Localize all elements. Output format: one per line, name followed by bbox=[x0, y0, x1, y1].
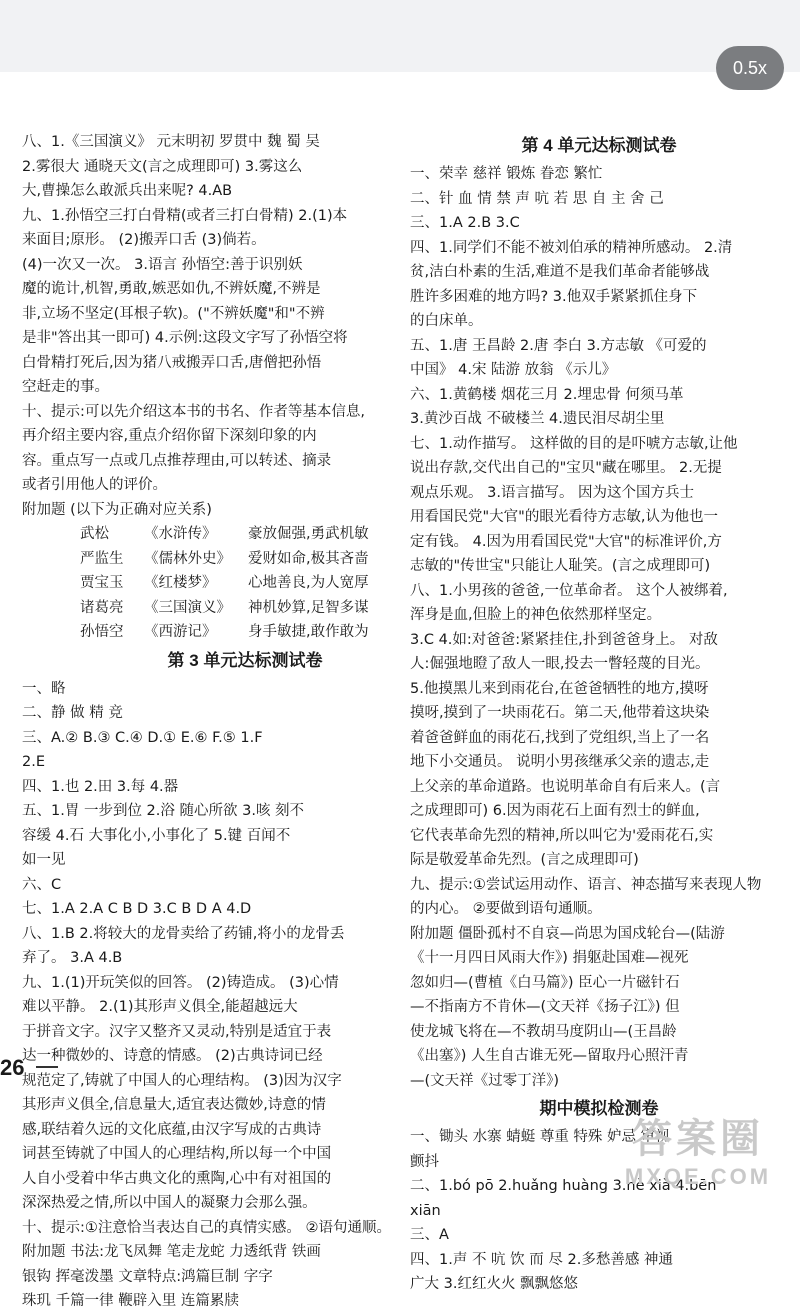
answer-line: 广大 3.红红火火 飘飘悠悠 bbox=[410, 1276, 579, 1292]
answer-line: 附加题 僵卧孤村不自哀—尚思为国戍轮台—(陆游 bbox=[410, 925, 725, 942]
answer-line: 的白床单。 bbox=[410, 313, 483, 329]
answer-line: 它代表革命先烈的精神,所以叫它为'爱雨花石,实 bbox=[410, 827, 714, 844]
answer-line: 3.C 4.如:对爸爸:紧紧挂住,扑到爸爸身上。 对敌 bbox=[410, 631, 718, 648]
answer-line: 词甚至铸就了中国人的心理结构,所以每一个中国 bbox=[22, 1146, 332, 1162]
answer-line: 中国》 4.宋 陆游 放翁 《示儿》 bbox=[410, 362, 617, 378]
answer-line: 附加题 书法:龙飞凤舞 笔走龙蛇 力透纸背 铁画 bbox=[22, 1244, 321, 1260]
answer-line: 十、提示:可以先介绍这本书的书名、作者等基本信息, bbox=[22, 403, 365, 420]
answer-line: 观点乐观。 3.语言描写。 因为这个国方兵士 bbox=[410, 484, 695, 501]
answer-line: 七、1.A 2.A C B D 3.C B D A 4.D bbox=[22, 901, 252, 917]
answer-line: 七、1.动作描写。 这样做的目的是吓唬方志敏,让他 bbox=[410, 435, 738, 452]
match-row bbox=[22, 596, 408, 621]
answer-line: 其形声义俱全,信息量大,适宜表达微妙,诗意的情 bbox=[22, 1097, 326, 1113]
answer-line: 地下小交通员。 说明小男孩继承父亲的遗志,走 bbox=[410, 754, 710, 770]
watermark-logo bbox=[608, 1114, 788, 1196]
answer-line: 人:倔强地瞪了敌人一眼,投去一瞥轻蔑的目光。 bbox=[410, 656, 710, 672]
answer-line: 规范定了,铸就了中国人的心理结构。 (3)因为汉字 bbox=[22, 1072, 342, 1089]
answer-line: 三、1.A 2.B 3.C bbox=[410, 215, 520, 231]
character-name: 诸葛亮 bbox=[80, 599, 124, 616]
answer-line: 颤抖 bbox=[410, 1153, 439, 1170]
answer-line: 空赶走的事。 bbox=[22, 379, 109, 395]
zoom-level-button[interactable]: 0.5x bbox=[716, 46, 784, 90]
answer-line: 九、提示:①尝试运用动作、语言、神态描写来表现人物 bbox=[410, 876, 762, 893]
watermark-text: 答案圈 bbox=[632, 1117, 764, 1161]
answer-line: 或者引用他人的评价。 bbox=[22, 477, 167, 493]
match-row bbox=[22, 547, 408, 572]
watermark-url: MXQE.COM bbox=[624, 1164, 772, 1189]
answer-line: 大,曹操怎么敢派兵出来呢? 4.AB bbox=[22, 183, 233, 199]
answer-line: 上父亲的革命道路。也说明革命自有后来人。(言 bbox=[410, 778, 721, 795]
answer-line: 二、针 血 情 禁 声 吭 若 思 自 主 舍 己 bbox=[410, 190, 664, 207]
answer-line: 5.他摸黑儿来到雨花台,在爸爸牺牲的地方,摸呀 bbox=[410, 680, 709, 697]
answer-line: 浑身是血,但脸上的神色依然那样坚定。 bbox=[410, 607, 662, 623]
answer-line: 再介绍主要内容,重点介绍你留下深刻印象的内 bbox=[22, 428, 317, 444]
answer-line: 达一种微妙的、诗意的情感。 (2)古典诗词已经 bbox=[22, 1048, 323, 1064]
answer-line: 胜许多困难的地方吗? 3.他双手紧紧抓住身下 bbox=[410, 288, 698, 305]
character-name: 贾宝玉 bbox=[80, 575, 124, 591]
answer-line: 使龙城飞将在—不教胡马度阴山—(王昌龄 bbox=[410, 1023, 677, 1040]
book-title: 《三国演义》 bbox=[144, 599, 231, 616]
answer-line: 容。重点写一点或几点推荐理由,可以转述、摘录 bbox=[22, 452, 332, 469]
answer-line: 二、1.bó pō 2.huǎng huàng 3.hè xià 4.bēn bbox=[410, 1178, 717, 1194]
answer-line: 来面目;原形。 (2)搬弄口舌 (3)倘若。 bbox=[22, 232, 266, 248]
answer-line: 用看国民党"大官"的眼光看待方志敏,认为他也一 bbox=[410, 509, 718, 525]
answer-line: 《十一月四日风雨大作》) 捐躯赴国难—视死 bbox=[410, 950, 689, 966]
answer-line: 是非"答出其一即可) 4.示例:这段文字写了孙悟空将 bbox=[22, 330, 348, 346]
answer-line: 志敏的"传世宝"只能让人耻笑。(言之成理即可) bbox=[410, 558, 711, 574]
answer-line: 八、1.B 2.将较大的龙骨卖给了药铺,将小的龙骨丢 bbox=[22, 925, 345, 942]
match-row bbox=[22, 522, 408, 547]
answer-line: 五、1.胃 一步到位 2.浴 随心所欲 3.咳 刻不 bbox=[22, 803, 305, 819]
section-3-answers bbox=[22, 677, 408, 1314]
page-number-dash bbox=[36, 1066, 58, 1068]
answer-line: —不指南方不肯休—(文天祥《扬子江》) 但 bbox=[410, 999, 680, 1015]
answer-line: 贫,洁白朴素的生活,难道不是我们革命者能够战 bbox=[410, 264, 710, 280]
answer-line: 容缓 4.石 大事化小,小事化了 5.键 百闻不 bbox=[22, 827, 291, 844]
answer-line: 一、荣幸 慈祥 锻炼 眷恋 繁忙 bbox=[410, 166, 603, 182]
answer-line: 忽如归—(曹植《白马篇》) 臣心一片磁针石 bbox=[410, 974, 680, 991]
answer-line: 如一见 bbox=[22, 852, 66, 868]
answer-line: 的内心。 ②要做到语句通顺。 bbox=[410, 901, 602, 917]
answer-line: 3.黄沙百战 不破楼兰 4.遗民泪尽胡尘里 bbox=[410, 411, 665, 427]
answer-line: —(文天祥《过零丁洋》) bbox=[410, 1072, 560, 1089]
book-title: 《西游记》 bbox=[144, 624, 217, 640]
trait: 豪放倔强,勇武机敏 bbox=[248, 526, 369, 542]
answer-line: 际是敬爱革命先烈。(言之成理即可) bbox=[410, 852, 639, 868]
answer-line: 着爸爸鲜血的雨花石,找到了党组织,当上了一名 bbox=[410, 729, 710, 746]
page-number: 26 bbox=[0, 1055, 25, 1080]
answer-line: 五、1.唐 王昌龄 2.唐 李白 3.方志敏 《可爱的 bbox=[410, 337, 707, 354]
answer-line: 四、1.声 不 吭 饮 而 尽 2.多愁善感 神通 bbox=[410, 1251, 673, 1268]
trait: 身手敏捷,敢作敢为 bbox=[248, 624, 369, 640]
answer-line: 《出塞》) 人生自古谁无死—留取丹心照汗青 bbox=[410, 1048, 689, 1064]
midterm-title: 期中模拟检测卷 bbox=[539, 1099, 659, 1118]
character-name: 孙悟空 bbox=[80, 624, 124, 640]
answer-line: 珠玑 千篇一律 鞭辟入里 连篇累牍 bbox=[22, 1293, 239, 1309]
answer-line: 八、1.《三国演义》 元末明初 罗贯中 魏 蜀 吴 bbox=[22, 134, 320, 150]
answer-line: 一、锄头 水寨 蜻蜓 尊重 特殊 妒忌 审视 bbox=[410, 1129, 670, 1145]
answer-line: 感,联结着久远的文化底蕴,由汉字写成的古典诗 bbox=[22, 1121, 322, 1138]
section-4-title: 第 4 单元达标测试卷 bbox=[521, 136, 677, 155]
answer-line: 六、C bbox=[22, 876, 62, 893]
answer-line: 三、A.② B.③ C.④ D.① E.⑥ F.⑤ 1.F bbox=[22, 729, 263, 746]
answer-line: 九、1.孙悟空三打白骨精(或者三打白骨精) 2.(1)本 bbox=[22, 207, 348, 224]
trait: 神机妙算,足智多谋 bbox=[248, 599, 369, 616]
answer-line: 难以平静。 2.(1)其形声义俱全,能超越远大 bbox=[22, 999, 298, 1015]
book-title: 《水浒传》 bbox=[144, 526, 217, 542]
answer-line: 二、静 做 精 竞 bbox=[22, 705, 123, 721]
left-column bbox=[22, 130, 408, 1314]
answer-line: 附加题 (以下为正确对应关系) bbox=[22, 501, 212, 518]
answer-line: 摸呀,摸到了一块雨花石。第二天,他带着这块染 bbox=[410, 705, 710, 721]
answer-line: 三、A bbox=[410, 1227, 449, 1243]
trait: 心地善良,为人宽厚 bbox=[248, 575, 369, 591]
answer-line: 深深热爱之情,所以中国人的凝聚力会那么强。 bbox=[22, 1195, 317, 1211]
answer-line: 之成理即可) 6.因为雨花石上面有烈士的鲜血, bbox=[410, 803, 700, 819]
answer-line: 2.雾很大 通晓天文(言之成理即可) 3.雾这么 bbox=[22, 158, 303, 175]
answer-line: 2.E bbox=[22, 754, 45, 770]
answer-line: 非,立场不坚定(耳根子软)。("不辨妖魔"和"不辨 bbox=[22, 305, 325, 322]
answer-line: 人自小受着中华古典文化的熏陶,心中有对祖国的 bbox=[22, 1170, 332, 1187]
viewer-toolbar bbox=[0, 0, 800, 72]
match-row bbox=[22, 620, 408, 645]
answer-line: 白骨精打死后,因为猪八戒搬弄口舌,唐僧把孙悟 bbox=[22, 354, 322, 371]
character-name: 严监生 bbox=[80, 550, 124, 567]
section-4-answers bbox=[410, 162, 788, 1093]
answer-line: (4)一次又一次。 3.语言 孙悟空:善于识别妖 bbox=[22, 256, 303, 273]
answer-line: 八、1.小男孩的爸爸,一位革命者。 这个人被绑着, bbox=[410, 582, 728, 599]
answer-line: 说出存款,交代出自己的"宝贝"藏在哪里。 2.无提 bbox=[410, 460, 722, 476]
trait: 爱财如命,极其吝啬 bbox=[248, 550, 369, 567]
answer-line: 魔的诡计,机智,勇敢,嫉恶如仇,不辨妖魔,不辨是 bbox=[22, 281, 321, 297]
answer-line: 四、1.也 2.田 3.每 4.器 bbox=[22, 778, 179, 795]
answer-line: 定有钱。 4.因为用看国民党"大官"的标准评价,方 bbox=[410, 533, 722, 550]
answer-line: 九、1.(1)开玩笑似的回答。 (2)铸造成。 (3)心情 bbox=[22, 974, 339, 991]
answer-line: 一、略 bbox=[22, 680, 66, 697]
left-top-answers bbox=[22, 130, 408, 522]
book-title: 《红楼梦》 bbox=[144, 575, 217, 591]
match-table bbox=[22, 522, 408, 645]
answer-line: 四、1.同学们不能不被刘伯承的精神所感动。 2.清 bbox=[410, 239, 733, 256]
answer-line: 弃了。 3.A 4.B bbox=[22, 950, 123, 966]
match-row bbox=[22, 571, 408, 596]
answer-line: 六、1.黄鹤楼 烟花三月 2.埋忠骨 何须马革 bbox=[410, 386, 684, 403]
section-3-title: 第 3 单元达标测试卷 bbox=[167, 650, 323, 670]
answer-line: xiān bbox=[410, 1202, 441, 1219]
answer-line: 十、提示:①注意恰当表达自己的真情实感。 ②语句通顺。 bbox=[22, 1219, 391, 1236]
answer-line: 于拼音文字。汉字又整齐又灵动,特别是适宜于表 bbox=[22, 1023, 332, 1040]
answer-line: 银钩 挥毫泼墨 文章特点:鸿篇巨制 字字 bbox=[22, 1268, 273, 1285]
book-title: 《儒林外史》 bbox=[144, 550, 231, 567]
character-name: 武松 bbox=[80, 526, 109, 542]
